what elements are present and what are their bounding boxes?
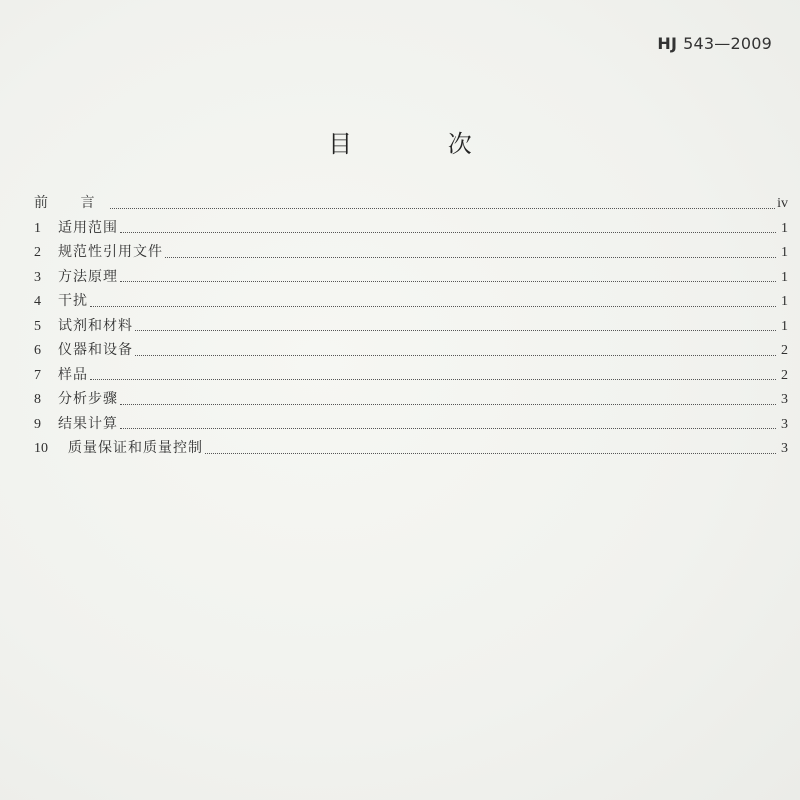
standard-id: 543—2009	[683, 34, 772, 53]
toc-entry-label: 分析步骤	[58, 391, 118, 407]
toc-entry-page: 1	[781, 294, 788, 309]
toc-entry-label: 仪器和设备	[58, 342, 133, 358]
toc-entry-page: 1	[781, 245, 788, 260]
toc-leader-dots	[120, 232, 776, 233]
toc-leader-dots	[90, 306, 776, 307]
toc-entry-9[interactable]	[34, 413, 788, 438]
toc-entry-label: 前 言	[34, 195, 109, 211]
toc-leader-dots	[135, 355, 776, 356]
toc-entry-1[interactable]	[34, 217, 788, 242]
toc-entry-foreword[interactable]	[34, 192, 788, 217]
toc-entry-label: 试剂和材料	[58, 317, 133, 334]
toc-entry-label: 干扰	[58, 293, 88, 309]
toc-entry-label: 样品	[58, 366, 88, 383]
toc-entry-number: 3	[34, 269, 41, 285]
toc-entry-5[interactable]	[34, 315, 788, 340]
standard-code: HJ	[657, 34, 678, 53]
toc-entry-number: 9	[34, 416, 41, 432]
toc-entry-label: 结果计算	[58, 415, 118, 432]
toc-entry-10[interactable]	[34, 437, 788, 462]
toc-entry-label: 质量保证和质量控制	[68, 440, 203, 456]
toc-leader-dots	[120, 428, 776, 429]
toc-entry-number: 1	[34, 220, 41, 236]
toc-leader-dots	[205, 453, 776, 454]
toc-entry-label: 方法原理	[58, 268, 118, 285]
toc-entry-page: 3	[781, 441, 788, 456]
toc-entry-number: 2	[34, 245, 41, 260]
toc-entry-6[interactable]	[34, 339, 788, 364]
toc-entry-number: 6	[34, 343, 41, 358]
toc-leader-dots	[135, 330, 776, 331]
page-title: 目 次	[328, 130, 516, 158]
toc-entry-4[interactable]	[34, 290, 788, 315]
toc-entry-number: 5	[34, 318, 41, 334]
toc-entry-page: 1	[781, 269, 788, 285]
toc-entry-number: 4	[34, 294, 41, 309]
toc-leader-dots	[120, 404, 776, 405]
toc-entry-label: 适用范围	[58, 219, 118, 236]
toc-entry-page: 1	[781, 220, 788, 236]
toc-entry-number: 7	[34, 367, 41, 383]
toc-entry-page: 1	[781, 318, 788, 334]
toc-entry-page: iv	[777, 196, 788, 211]
toc-entry-7[interactable]	[34, 364, 788, 389]
toc-entry-number: 10	[34, 441, 48, 456]
standard-number	[657, 34, 772, 53]
toc-entry-page: 3	[781, 416, 788, 432]
toc-entry-label: 规范性引用文件	[58, 244, 163, 260]
toc-leader-dots	[110, 208, 775, 209]
toc-leader-dots	[120, 281, 776, 282]
table-of-contents	[34, 192, 788, 462]
toc-entry-page: 2	[781, 367, 788, 383]
toc-entry-page: 2	[781, 343, 788, 358]
toc-entry-8[interactable]	[34, 388, 788, 413]
toc-leader-dots	[90, 379, 776, 380]
toc-entry-number: 8	[34, 392, 41, 407]
toc-leader-dots	[165, 257, 776, 258]
toc-entry-3[interactable]	[34, 266, 788, 291]
toc-entry-2[interactable]	[34, 241, 788, 266]
toc-entry-page: 3	[781, 392, 788, 407]
